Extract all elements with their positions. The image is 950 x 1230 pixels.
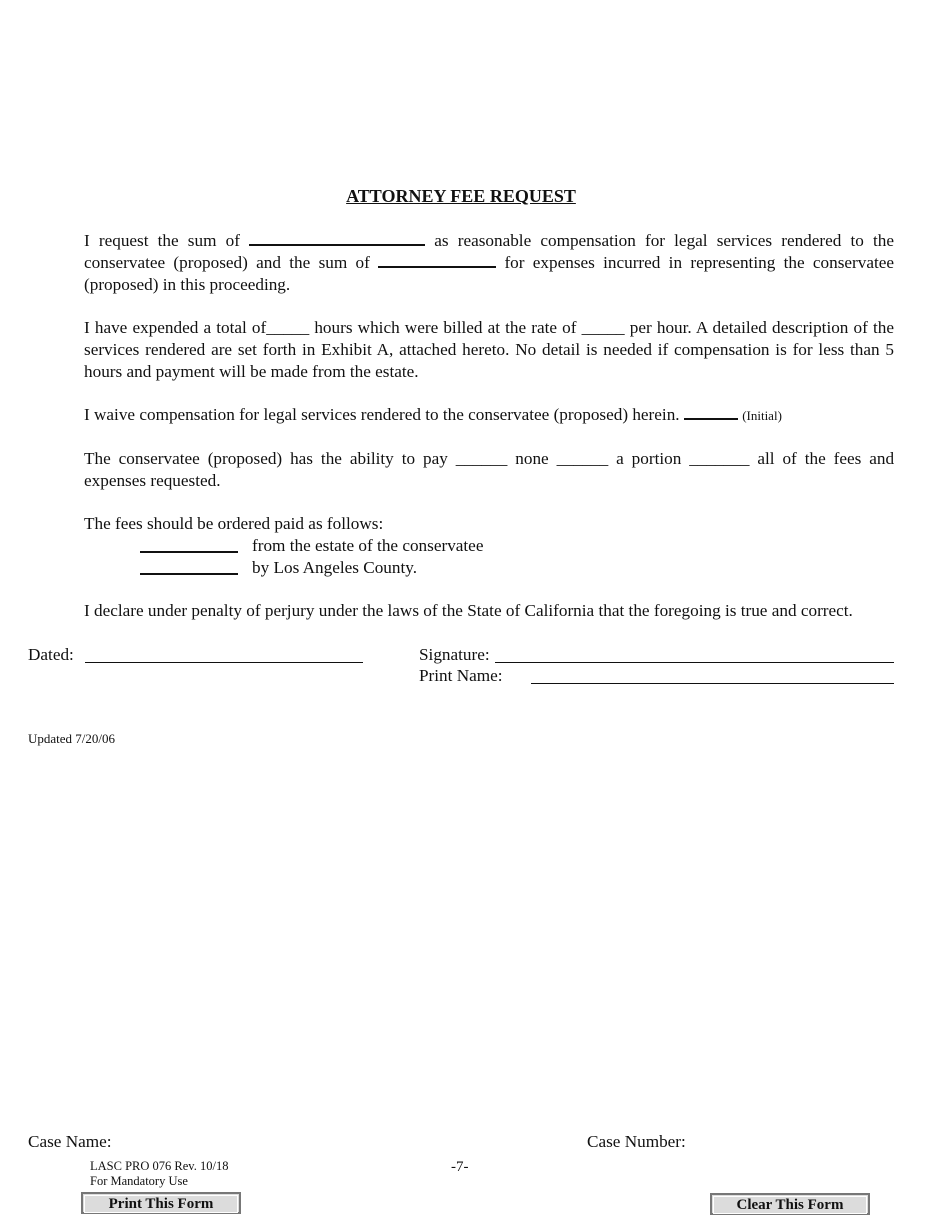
request-text-b: as reasonable compensation for legal services rendered to the conservatee (proposed) and the sum of [84, 231, 895, 272]
county-option-field[interactable] [140, 573, 238, 575]
waive-paragraph [84, 404, 782, 427]
signature-field[interactable] [495, 662, 894, 663]
payment-heading: The fees should be ordered paid as follows: [84, 514, 384, 533]
clear-form-button[interactable] [710, 1193, 870, 1215]
hours-blank[interactable]: _____ [266, 318, 310, 337]
page-number: -7- [451, 1159, 469, 1175]
ability-paragraph [84, 448, 894, 492]
form-code: LASC PRO 076 Rev. 10/18 [90, 1159, 229, 1173]
ability-text-a: The conservatee (proposed) has the ability to pay [84, 449, 448, 468]
ability-text-d: all of the fees and expenses requested. [84, 449, 895, 490]
hours-paragraph [84, 317, 894, 383]
request-paragraph [84, 230, 894, 296]
print-form-button-label: Print This Form [84, 1195, 238, 1213]
rate-blank[interactable]: _____ [581, 318, 625, 337]
case-name-label: Case Name: [28, 1132, 112, 1151]
declaration-text: I declare under penalty of perjury under the laws of the State of California that the foregoing is true and correct. [84, 601, 853, 620]
ability-portion-label: a portion [616, 449, 682, 468]
print-form-button[interactable] [81, 1192, 241, 1214]
ability-none-blank[interactable]: ______ [455, 449, 508, 468]
clear-form-button-label: Clear This Form [713, 1196, 867, 1214]
initial-label: (Initial) [742, 408, 782, 423]
hours-text-c: per hour. A detailed description of the services rendered are set forth in Exhibit A, attached hereto. No detail is needed if compensation is for less than 5 hours and payment will be made from the estate. [84, 318, 894, 381]
estate-option-field[interactable] [140, 551, 238, 553]
waive-text: I waive compensation for legal services rendered to the conservatee (proposed) herein. [84, 405, 680, 424]
hours-text-b: hours which were billed at the rate of [314, 318, 577, 337]
signature-label: Signature: [419, 645, 490, 664]
compensation-amount-field[interactable] [249, 244, 425, 246]
updated-note: Updated 7/20/06 [28, 731, 116, 746]
case-number-label: Case Number: [587, 1132, 686, 1151]
mandatory-note: For Mandatory Use [90, 1174, 188, 1188]
request-text-a: I request the sum of [84, 231, 240, 250]
ability-none-label: none [515, 449, 549, 468]
print-name-label: Print Name: [419, 666, 503, 685]
ability-portion-blank[interactable]: ______ [556, 449, 609, 468]
request-text-c: for expenses incurred in representing the conservatee (proposed) in this proceeding. [84, 253, 894, 294]
form-title: ATTORNEY FEE REQUEST [346, 186, 576, 206]
hours-text-a: I have expended a total of [84, 318, 267, 337]
county-option-label: by Los Angeles County. [252, 558, 418, 577]
ability-all-blank[interactable]: _______ [689, 449, 750, 468]
dated-label: Dated: [28, 645, 74, 664]
dated-field[interactable] [85, 662, 363, 663]
expenses-amount-field[interactable] [378, 266, 496, 268]
initial-field[interactable] [684, 418, 738, 420]
print-name-field[interactable] [531, 683, 894, 684]
estate-option-label: from the estate of the conservatee [252, 536, 484, 555]
